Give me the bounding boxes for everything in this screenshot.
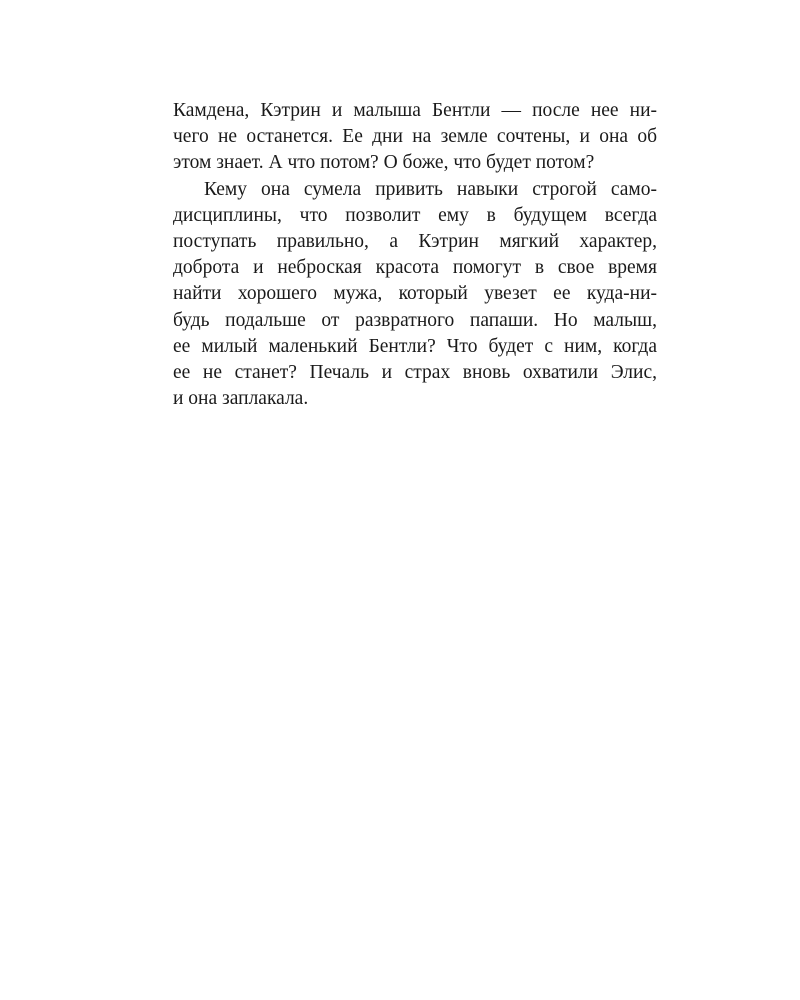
text-line: ее не станет? Печаль и страх вновь охватили Элис,: [173, 361, 657, 383]
text-line: дисциплины, что позволит ему в будущем всегда: [173, 204, 657, 226]
text-line: и она заплакала.: [173, 388, 309, 410]
text-line: чего не останется. Ее дни на земле сочтены, и она об: [173, 126, 657, 148]
text-line: поступать правильно, а Кэтрин мягкий характер,: [173, 230, 657, 252]
text-line: найти хорошего мужа, который увезет ее куда-ни-: [173, 283, 657, 305]
body-text: [173, 98, 657, 412]
text-line: этом знает. А что потом? О боже, что будет потом?: [173, 152, 595, 174]
text-line: Камдена, Кэтрин и малыша Бентли — после нее ни-: [173, 100, 657, 121]
text-line: будь подальше от развратного папаши. Но малыш,: [173, 309, 657, 331]
text-line: доброта и неброская красота помогут в свое время: [173, 257, 657, 279]
paragraph: [173, 177, 657, 413]
text-line: Кему она сумела привить навыки строгой само-: [204, 178, 657, 200]
paragraph: [173, 98, 657, 177]
text-line: ее милый маленький Бентли? Что будет с ним, когда: [173, 335, 657, 357]
